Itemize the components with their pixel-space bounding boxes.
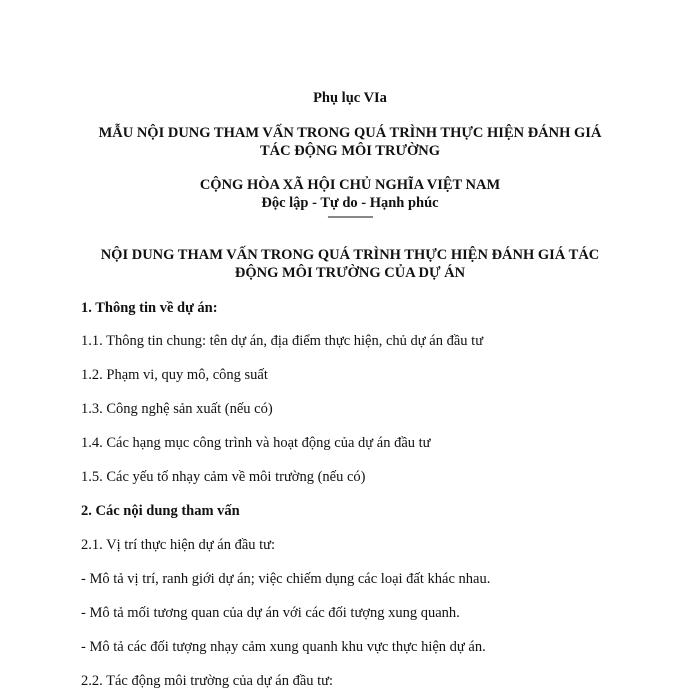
subsection-2-1-bullet: - Mô tả mối tương quan của dự án với các đối tượng xung quanh. [81,605,460,621]
national-motto: Độc lập - Tự do - Hạnh phúc [261,195,439,211]
subsection-2-1-bullet: - Mô tả vị trí, ranh giới dự án; việc chiếm dụng các loại đất khác nhau. [81,571,491,587]
document-title-line-1: NỘI DUNG THAM VẤN TRONG QUÁ TRÌNH THỰC HIỆN ĐÁNH GIÁ TÁC [100,247,600,263]
national-name: CỘNG HÒA XÃ HỘI CHỦ NGHĨA VIỆT NAM [199,177,501,193]
section-1-item: 1.2. Phạm vi, quy mô, công suất [81,367,268,383]
section-1-heading: 1. Thông tin về dự án: [81,300,218,316]
section-1-item: 1.1. Thông tin chung: tên dự án, địa điểm thực hiện, chủ dự án đầu tư [81,333,484,349]
form-title-line-2: TÁC ĐỘNG MÔI TRƯỜNG [259,143,441,159]
section-2-heading: 2. Các nội dung tham vấn [81,503,240,519]
header-separator: --------------- [327,209,373,223]
appendix-title: Phụ lục VIa [313,90,387,106]
subsection-2-2-title: 2.2. Tác động môi trường của dự án đầu tư: [81,673,334,689]
section-1-item: 1.4. Các hạng mục công trình và hoạt động của dự án đầu tư [81,435,431,451]
document-title-line-2: ĐỘNG MÔI TRƯỜNG CỦA DỰ ÁN [234,265,466,281]
section-1-item: 1.3. Công nghệ sản xuất (nếu có) [81,401,273,417]
subsection-2-1-title: 2.1. Vị trí thực hiện dự án đầu tư: [81,537,276,553]
subsection-2-1-bullet: - Mô tả các đối tượng nhạy cảm xung quanh khu vực thực hiện dự án. [81,639,486,655]
section-1-item: 1.5. Các yếu tố nhạy cảm về môi trường (nếu có) [81,469,366,485]
form-title-line-1: MẪU NỘI DUNG THAM VẤN TRONG QUÁ TRÌNH THỰC HIỆN ĐÁNH GIÁ [98,125,602,141]
